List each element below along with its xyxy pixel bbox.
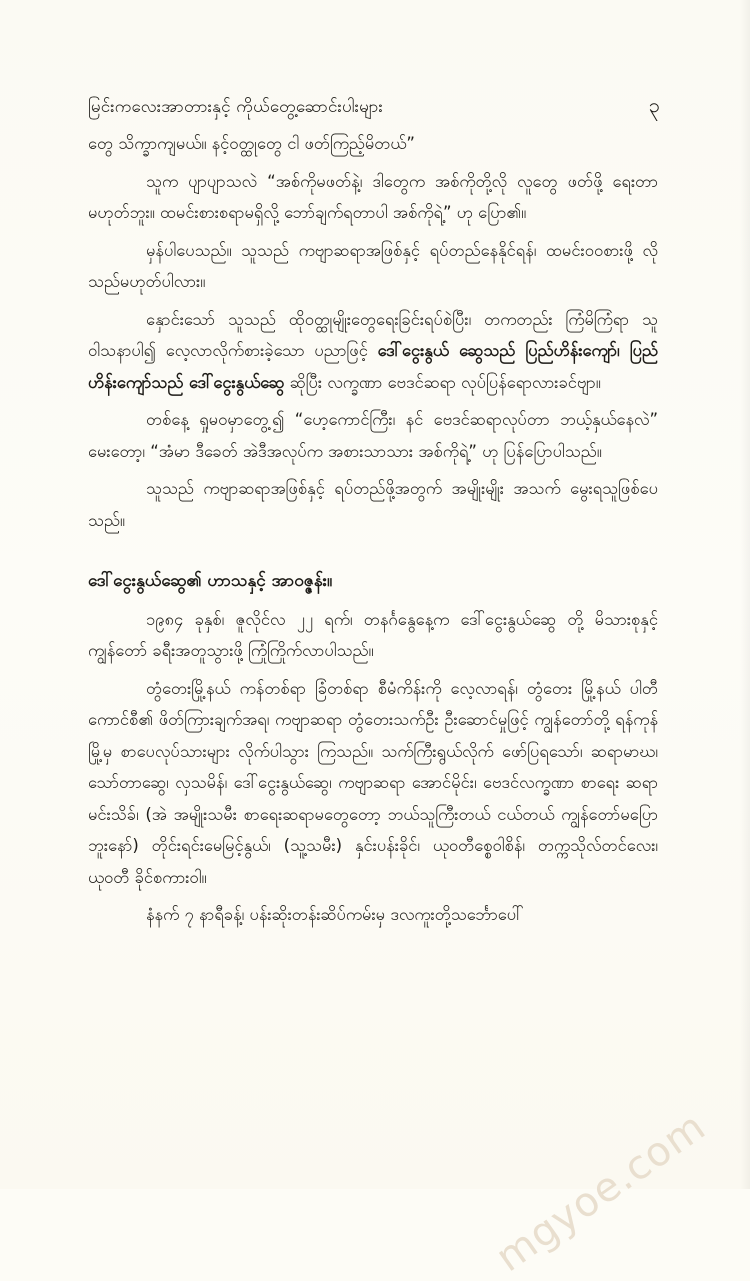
paragraph-6: သူသည် ကဗျာဆရာအဖြစ်နှင့် ရပ်တည်ဖို့အတွက် အမျိုးမျိုး အသက် မွေးရသူဖြစ်ပေသည်။ [88, 479, 658, 530]
section-heading: ဒေါ်ငွေးနွယ်ဆွေ၏ ဟာသနှင့် အာဝဇ္ဇန်း။ [88, 571, 333, 591]
running-header [88, 92, 660, 122]
paragraph-4 [88, 304, 658, 399]
header-title: မြင်းကလေးအာတားနှင့် ကိုယ်တွေ့ဆောင်းပါးများ [88, 97, 384, 117]
page-number: ၃ [648, 93, 660, 117]
watermark: mgyoe.com [487, 1103, 714, 1281]
section-paragraph-1: ၁၉၈၄ ခုနှစ်၊ ဇူလိုင်လ ၂၂ ရက်၊ တနင်္ဂနွေနေ့က ဒေါ်ငွေးနွယ်ဆွေ တို့ မိသားစုနှင့် ကျွန်တော် ခရီးအတူသွားဖို့ ကြုံကြိုက်လာပါသည်။ [88, 609, 658, 660]
paragraph-5: တစ်နေ့ ရှုမဝမှာတွေ့၍ “ဟေ့ကောင်ကြီး၊ နင် ဗေဒင်ဆရာလုပ်တာ ဘယ့်နှယ်နေလဲ” မေးတော့၊ “အံမာ ဒီခေတ် အဲဒီအလုပ်က အစားသာသား အစ်ကိုရဲ့” ဟု ပြန်ပြောပါသည်။ [88, 410, 658, 461]
paragraph-4-text-after: ဆိုပြီး လက္ခဏာ ဗေဒင်ဆရာ လုပ်ပြန်ရောလားခင်ဗျာ။ [284, 372, 601, 392]
paragraph-3: မှန်ပါပေသည်။ သူသည် ကဗျာဆရာအဖြစ်နှင့် ရပ်တည်နေနိုင်ရန်၊ ထမင်းဝဝစားဖို့ လိုသည်မဟုတ်ပါလား။ [88, 240, 658, 291]
paragraph-4-bold-text: ဒေါ်ငွေးနွယ် ဆွေသည် ပြည်ဟိန်းကျော်၊ ပြည်ဟိန်းကျော်သည် ဒေါ်ငွေးနွယ်ဆွေ [88, 341, 658, 392]
section-paragraph-3: နံနက် ၇ နာရီခန့်၊ ပန်းဆိုးတန်းဆိပ်ကမ်းမှ ဒလကူးတို့သင်္ဘောပေါ် [146, 905, 524, 924]
paragraph-4-text-before: နှောင်းသော် သူသည် ထိုဝတ္ထုမျိုးတွေရေးခြင်းရပ်စဲပြီး၊ တကတည်း ကြံမိကြံရာ သူဝါသနာပါ၍ လေ့လာလိုက်စားခဲ့သော ပညာဖြင့် [88, 309, 658, 360]
paragraph-1: တွေ သိက္ခာကျမယ်။ နင့်ဝတ္ထုတွေ ငါ ဖတ်ကြည့်မိတယ်” [88, 134, 415, 153]
page-body [88, 128, 658, 937]
page-edge-shadow [740, 0, 750, 1189]
paragraph-2: သူက ပျာပျာသလဲ “အစ်ကိုမဖတ်နဲ့၊ ဒါတွေက အစ်ကိုတို့လို လူတွေ ဖတ်ဖို့ ရေးတာမဟုတ်ဘူး။ ထမင်းစားစရာမရှိလို့ ဘော်ချက်ရတာပါ အစ်ကိုရဲ့” ဟု ပြော၏။ [88, 171, 658, 222]
section-paragraph-2: တွံတေးမြို့နယ် ကန်တစ်ရာ ခြံတစ်ရာ စီမံကိန်းကို လေ့လာရန်၊ တွံတေး မြို့နယ် ပါတီကောင်စီ၏ ဖိတ်ကြားချက်အရ၊ ကဗျာဆရာ တွံတေးသက်ဦး ဦးဆောင်မှုဖြင့် ကျွန်တော်တို့ ရန်ကုန်မြို့မှ စာပေလုပ်သားများ လိုက်ပါသွား ကြသည်။ သက်ကြီးရွယ်လိုက် ဖော်ပြရသော်၊ ဆရာမာဃ၊ သော်တာဆွေ၊ လှသမိန်၊ ဒေါ်ငွေးနွယ်ဆွေ၊ ကဗျာဆရာ အောင်မိုင်း၊ ဗေဒင်လက္ခဏာ စာရေး ဆရာ မင်းသိခ်၊ (အဲ အမျိုးသမီး စာရေးဆရာမတွေတော့ ဘယ်သူကြီးတယ် ငယ်တယ် ကျွန်တော်မပြောဘူးနော်) တိုင်းရင်းမေမြင့်နွယ်၊ (သူ့သမီး) နှင်းပန်းခိုင်၊ ယုဝတီစ္စေဝါစိန်၊ တက္ကသိုလ်တင်လေး၊ ယုဝတီ ခိုင်စကားဝါ။ [88, 678, 658, 887]
